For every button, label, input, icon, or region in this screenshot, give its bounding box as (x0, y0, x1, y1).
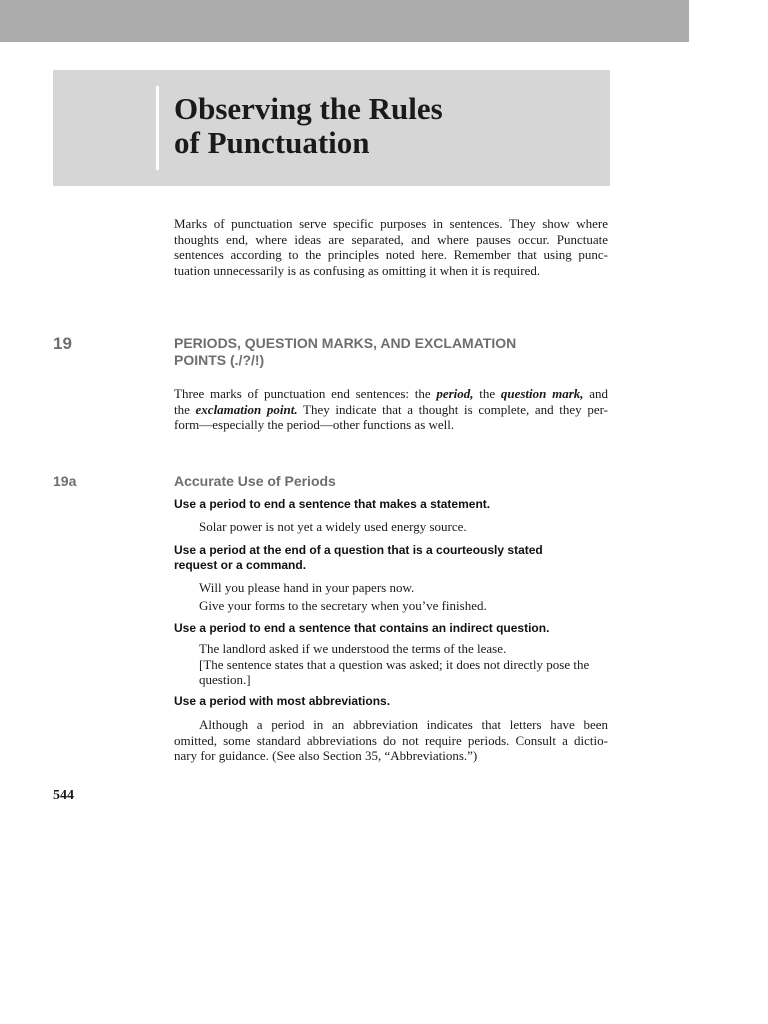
intro-line: thoughts end, where ideas are separated, and where pauses occur. Punctuate (174, 231, 608, 247)
chapter-title-line-2: of Punctuation (174, 125, 370, 160)
text-run: the (473, 386, 501, 401)
rule-line: Use a period at the end of a question that is a courteously stated (174, 543, 543, 557)
rule-courteous-request (174, 543, 608, 573)
abbreviations-paragraph (174, 717, 608, 764)
section-heading-19a: Accurate Use of Periods (174, 473, 336, 489)
intro-line: tuation unnecessarily is as confusing as omitting it when it is required. (174, 262, 541, 278)
term-period: period, (436, 386, 474, 401)
text-run: They indicate that a thought is complete, and they per- (297, 401, 608, 417)
para-line: form—especially the period—other functions as well. (174, 417, 455, 432)
chapter-title-line-1: Observing the Rules (174, 91, 443, 126)
section-heading-line: PERIODS, QUESTION MARKS, AND EXCLAMATION (174, 335, 517, 351)
rule-indirect-question: Use a period to end a sentence that contains an indirect question. (174, 621, 550, 635)
example-courteous-request (199, 579, 609, 614)
intro-line: Marks of punctuation serve specific purposes in sentences. They show where (174, 216, 608, 231)
example-line: [The sentence states that a question was asked; it does not directly pose the (199, 656, 590, 672)
example-line: Give your forms to the secretary when you’ve finished. (199, 597, 487, 613)
para-line (174, 386, 608, 402)
para-line: Although a period in an abbreviation indicates that letters have been (199, 717, 608, 732)
term-exclamation-point: exclamation point. (195, 401, 298, 417)
example-statement (199, 519, 609, 535)
section-number-19a: 19a (53, 473, 77, 489)
intro-line: sentences according to the principles noted here. Remember that using punc- (174, 247, 608, 262)
text-run: and (583, 386, 608, 401)
rule-statement: Use a period to end a sentence that makes a statement. (174, 497, 491, 511)
example-line: The landlord asked if we understood the terms of the lease. (199, 641, 507, 656)
example-line: question.] (199, 672, 251, 687)
para-line: omitted, some standard abbreviations do not require periods. Consult a dictio- (174, 732, 608, 748)
header-band (0, 0, 689, 42)
section-heading-line: POINTS (./?/!) (174, 352, 265, 368)
example-indirect-question (199, 641, 609, 688)
text-run: the (174, 401, 196, 417)
chapter-title (174, 92, 443, 160)
rule-abbreviations: Use a period with most abbreviations. (174, 694, 391, 708)
rule-line: request or a command. (174, 558, 307, 572)
page-number: 544 (53, 788, 74, 803)
example-line: Solar power is not yet a widely used energy source. (199, 519, 467, 534)
text-run: Three marks of punctuation end sentences: the (174, 386, 437, 401)
para-line (174, 402, 608, 418)
example-line: Will you please hand in your papers now. (199, 580, 415, 595)
section-19-paragraph (174, 386, 608, 433)
para-line: nary for guidance. (See also Section 35, “Abbreviations.”) (174, 748, 478, 763)
section-heading-19 (174, 335, 594, 369)
intro-paragraph (174, 216, 608, 278)
title-divider (156, 86, 159, 170)
section-number-19: 19 (53, 334, 72, 353)
term-question-mark: question mark, (500, 386, 584, 401)
